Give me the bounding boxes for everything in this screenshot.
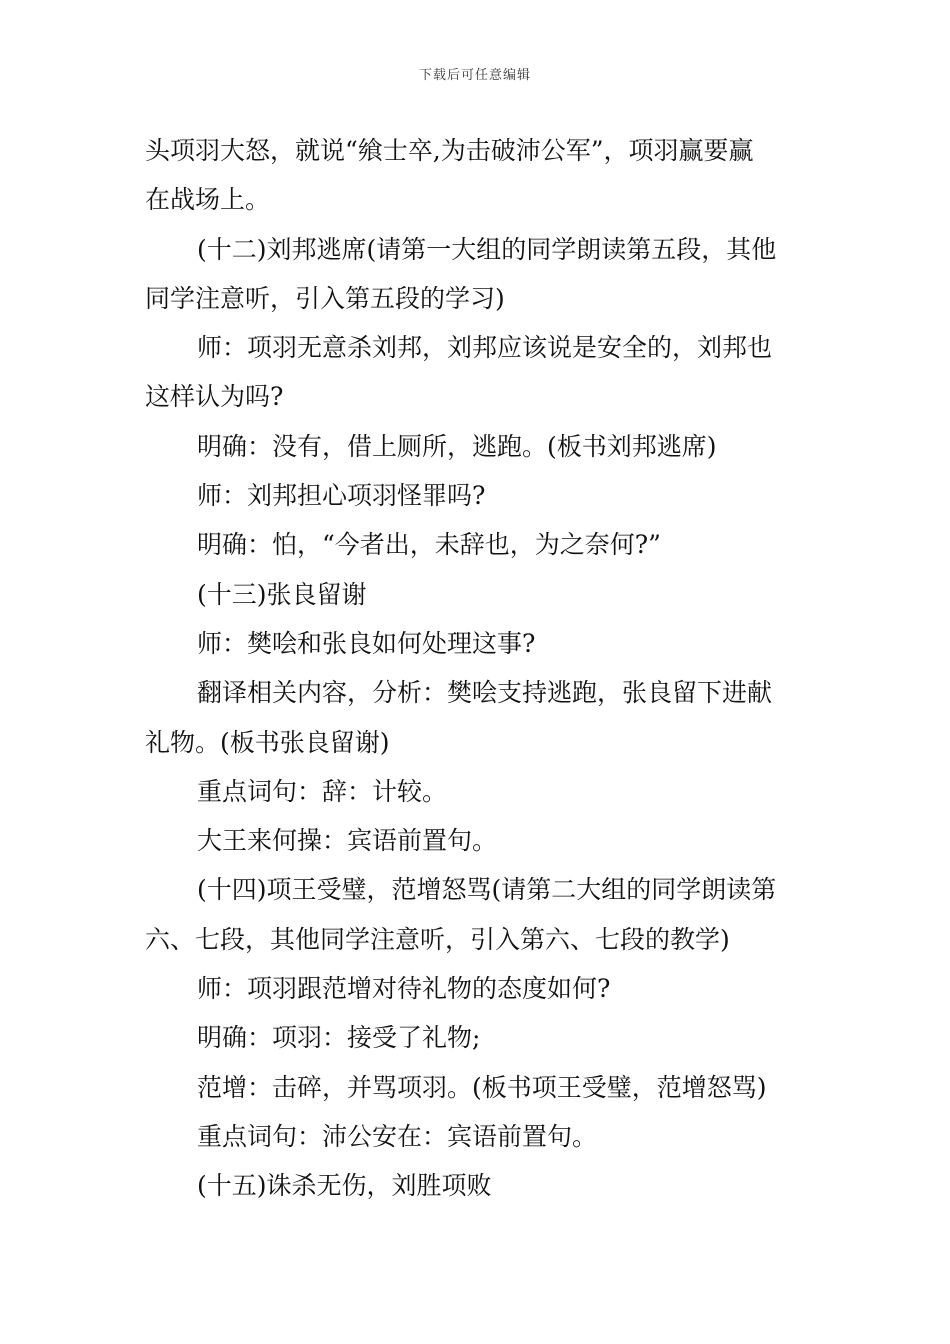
text-line: 六、七段，其他同学注意听，引入第六、七段的教学) <box>145 924 730 954</box>
text-line: 同学注意听，引入第五段的学习) <box>145 283 505 313</box>
text-line: 明确：没有，借上厕所，逃跑。(板书刘邦逃席) <box>197 431 717 461</box>
text-line: 明确：怕，“今者出，未辞也，为之奈何?” <box>197 530 661 560</box>
text-line: (十四)项王受璧，范增怒骂(请第二大组的同学朗读第 <box>197 875 777 905</box>
text-line: (十三)张良留谢 <box>197 579 367 609</box>
text-line: 师：项羽无意杀刘邦，刘邦应该说是安全的，刘邦也 <box>197 333 773 363</box>
text-line: (十五)诛杀无伤，刘胜项败 <box>197 1171 492 1201</box>
text-line: (十二)刘邦逃席(请第一大组的同学朗读第五段，其他 <box>197 234 777 264</box>
page-header: 下载后可任意编辑 <box>418 68 531 83</box>
text-line: 师：樊哙和张良如何处理这事? <box>197 628 536 658</box>
text-line: 师：刘邦担心项羽怪罪吗? <box>197 481 486 511</box>
text-line: 头项羽大怒，就说“飨士卒,为击破沛公军”，项羽赢要赢 <box>145 136 754 165</box>
text-line: 礼物。(板书张良留谢) <box>145 727 390 757</box>
text-line: 范增：击碎，并骂项羽。(板书项王受璧，范增怒骂) <box>197 1072 767 1102</box>
text-line: 这样认为吗? <box>145 382 284 412</box>
document-body <box>145 126 810 1211</box>
text-line: 重点词句：辞：计较。 <box>197 776 448 806</box>
text-line: 师：项羽跟范增对待礼物的态度如何? <box>197 974 611 1004</box>
text-line: 大王来何操：宾语前置句。 <box>197 826 498 856</box>
text-line: 在战场上。 <box>145 185 271 215</box>
text-line: 明确：项羽：接受了礼物; <box>197 1023 481 1053</box>
text-line: 重点词句：沛公安在：宾语前置句。 <box>197 1121 598 1151</box>
text-line: 翻译相关内容，分析：樊哙支持逃跑，张良留下进献 <box>197 678 773 708</box>
